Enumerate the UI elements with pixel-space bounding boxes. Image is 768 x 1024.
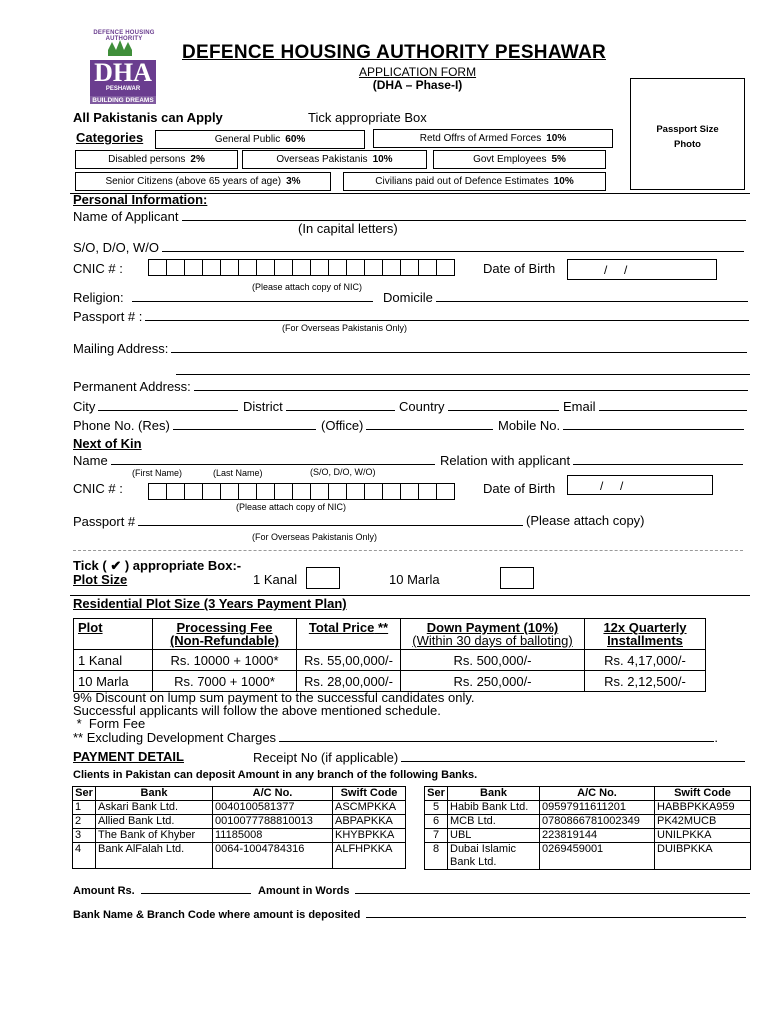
district-field[interactable]: District	[243, 398, 395, 414]
table-cell: 8	[425, 843, 448, 870]
table-cell: ABPAPKKA	[333, 815, 406, 829]
logo-arc-text: DEFENCE HOUSING AUTHORITY	[93, 30, 155, 42]
table-cell: MCB Ltd.	[448, 815, 540, 829]
table-row	[74, 671, 706, 692]
table-cell: DUIBPKKA	[655, 843, 751, 870]
plot-payment-table	[73, 618, 706, 692]
table-cell: Rs. 10000 + 1000*	[153, 650, 297, 671]
marla-option-label: 10 Marla	[389, 572, 440, 587]
bank-table-header: Ser Bank A/C No. Swift Code	[73, 787, 406, 801]
first-name-note: (First Name)	[132, 468, 182, 478]
table-row	[425, 815, 751, 829]
bank-table-header: Ser Bank A/C No. Swift Code	[425, 787, 751, 801]
dob-label: Date of Birth	[483, 261, 556, 276]
kin-relation-field[interactable]: Relation with applicant	[440, 452, 743, 468]
payment-detail-heading: PAYMENT DETAIL	[73, 749, 184, 764]
category-overseas[interactable]: Overseas Pakistanis 10%	[242, 150, 427, 169]
kin-divider	[73, 550, 743, 551]
mobile-field[interactable]: Mobile No.	[498, 417, 744, 433]
city-field[interactable]: City	[73, 398, 238, 414]
applicant-relation-field[interactable]: S/O, D/O, W/O	[73, 239, 744, 255]
table-cell: Rs. 2,12,500/-	[585, 671, 706, 692]
tick-instruction: Tick appropriate Box	[308, 110, 427, 125]
bank-table-left	[72, 786, 406, 869]
kin-passport-field[interactable]: Passport #	[73, 513, 523, 529]
kin-overseas-note: (For Overseas Pakistanis Only)	[252, 532, 378, 542]
table-cell: 1 Kanal	[74, 650, 153, 671]
last-name-note: (Last Name)	[213, 468, 263, 478]
table-cell: The Bank of Khyber	[96, 829, 213, 843]
table-cell: 7	[425, 829, 448, 843]
categories-label: Categories	[76, 130, 144, 145]
amount-words-field[interactable]: Amount in Words	[258, 881, 750, 897]
form-fee-note: * Form Fee	[73, 716, 146, 731]
fee-col-header: Processing Fee (Non-Refundable)	[153, 619, 297, 650]
table-cell: 0040100581377	[213, 801, 333, 815]
permanent-address-field[interactable]: Permanent Address:	[73, 378, 748, 394]
table-row	[73, 829, 406, 843]
category-disabled[interactable]: Disabled persons 2%	[75, 150, 238, 169]
table-row	[425, 801, 751, 815]
applicant-name-line[interactable]	[182, 208, 746, 221]
marla-checkbox[interactable]	[500, 567, 534, 589]
kanal-checkbox[interactable]	[306, 567, 340, 589]
table-cell: 1	[73, 801, 96, 815]
price-col-header: Total Price **	[297, 619, 401, 650]
table-cell: 0064-1004784316	[213, 843, 333, 869]
category-retd-officers[interactable]: Retd Offrs of Armed Forces 10%	[373, 129, 613, 148]
receipt-no-field[interactable]: Receipt No (if applicable)	[253, 749, 745, 765]
table-cell: ALFHPKKA	[333, 843, 406, 869]
inst-col-header: 12x Quarterly Installments	[585, 619, 706, 650]
table-cell: 09597911611201	[540, 801, 655, 815]
table-cell: Allied Bank Ltd.	[96, 815, 213, 829]
kanal-option-label: 1 Kanal	[253, 572, 298, 587]
table-cell: Rs. 28,00,000/-	[297, 671, 401, 692]
page-title: DEFENCE HOUSING AUTHORITY PESHAWAR	[182, 42, 607, 63]
table-cell: Rs. 250,000/-	[401, 671, 585, 692]
category-civilians-defence[interactable]: Civilians paid out of Defence Estimates 10%	[343, 172, 606, 191]
table-cell: 2	[73, 815, 96, 829]
discount-note: 9% Discount on lump sum payment to the successful candidates only.	[73, 690, 475, 705]
bank-branch-field[interactable]: Bank Name & Branch Code where amount is deposited	[73, 905, 746, 921]
kin-dob-label: Date of Birth	[483, 481, 556, 496]
email-field[interactable]: Email	[563, 398, 747, 414]
kin-name-field[interactable]: Name	[73, 452, 435, 468]
eligibility-heading: All Pakistanis can Apply	[73, 110, 223, 125]
domicile-field[interactable]: Domicile	[383, 289, 748, 305]
table-row	[425, 829, 751, 843]
table-cell: 0269459001	[540, 843, 655, 870]
phone-res-field[interactable]: Phone No. (Res)	[73, 417, 316, 433]
table-row	[73, 801, 406, 815]
mailing-address-line-2[interactable]	[176, 362, 750, 375]
down-col-header: Down Payment (10%) (Within 30 days of balloting)	[401, 619, 585, 650]
logo-slogan: BUILDING DREAMS	[92, 97, 154, 104]
clients-deposit-note: Clients in Pakistan can deposit Amount in any branch of the following Banks.	[73, 769, 478, 781]
country-field[interactable]: Country	[399, 398, 559, 414]
phone-office-field[interactable]: (Office)	[321, 417, 493, 433]
table-cell: UBL	[448, 829, 540, 843]
amount-rs-field[interactable]: Amount Rs.	[73, 881, 251, 897]
bank-table-right	[424, 786, 751, 870]
table-cell: HABBPKKA959	[655, 801, 751, 815]
nic-attach-note: (Please attach copy of NIC)	[252, 282, 363, 292]
table-cell: 11185008	[213, 829, 333, 843]
table-cell: 0780866781002349	[540, 815, 655, 829]
next-of-kin-heading: Next of Kin	[73, 436, 142, 451]
applicant-cnic-boxes[interactable]	[148, 259, 455, 276]
table-cell: KHYBPKKA	[333, 829, 406, 843]
overseas-only-note: (For Overseas Pakistanis Only)	[282, 323, 408, 333]
table-cell: Askari Bank Ltd.	[96, 801, 213, 815]
kin-passport-note: (Please attach copy)	[526, 513, 645, 528]
tick-box-label: Tick ( ✔ ) appropriate Box:-	[73, 558, 242, 573]
table-cell: PK42MUCB	[655, 815, 751, 829]
table-cell: Habib Bank Ltd.	[448, 801, 540, 815]
table-row	[425, 843, 751, 870]
table-cell: UNILPKKA	[655, 829, 751, 843]
photo-label-2: Photo	[674, 139, 701, 150]
personal-info-heading: Personal Information:	[73, 192, 208, 207]
mailing-address-field[interactable]: Mailing Address:	[73, 340, 747, 356]
table-cell: 6	[425, 815, 448, 829]
photo-label-1: Passport Size	[656, 124, 719, 135]
caps-note: (In capital letters)	[298, 221, 398, 236]
category-senior-citizens[interactable]: Senior Citizens (above 65 years of age) 3%	[75, 172, 331, 191]
dev-charges-note: ** Excluding Development Charges .	[73, 730, 718, 745]
residential-heading: Residential Plot Size (3 Years Payment Plan)	[73, 596, 347, 611]
table-cell: Dubai Islamic Bank Ltd.	[448, 843, 540, 870]
table-cell: 10 Marla	[74, 671, 153, 692]
table-cell: 3	[73, 829, 96, 843]
schedule-note: Successful applicants will follow the above mentioned schedule.	[73, 703, 441, 718]
table-row	[74, 650, 706, 671]
religion-field[interactable]: Religion:	[73, 289, 373, 305]
passport-photo-box[interactable]	[630, 78, 745, 190]
table-cell: Rs. 7000 + 1000*	[153, 671, 297, 692]
table-cell: Rs. 55,00,000/-	[297, 650, 401, 671]
applicant-dob-box[interactable]: / /	[567, 259, 717, 280]
table-cell: ASCMPKKA	[333, 801, 406, 815]
form-phase: (DHA – Phase-I)	[372, 78, 463, 92]
table-cell: 223819144	[540, 829, 655, 843]
cnic-label: CNIC # :	[73, 261, 123, 276]
table-cell: 5	[425, 801, 448, 815]
plot-col-header: Plot	[74, 619, 153, 650]
table-cell: Bank AlFalah Ltd.	[96, 843, 213, 869]
kin-nic-attach-note: (Please attach copy of NIC)	[236, 502, 347, 512]
table-cell: Rs. 500,000/-	[401, 650, 585, 671]
category-govt-employees[interactable]: Govt Employees 5%	[433, 150, 606, 169]
kin-cnic-label: CNIC # :	[73, 481, 123, 496]
category-general-public[interactable]: General Public 60%	[155, 130, 365, 149]
passport-field[interactable]: Passport # :	[73, 308, 749, 324]
kin-dob-box[interactable]: / /	[567, 475, 713, 495]
table-cell: 4	[73, 843, 96, 869]
logo-mark: DHA	[94, 58, 152, 87]
table-row	[73, 815, 406, 829]
table-row	[73, 843, 406, 869]
plot-table-header	[74, 619, 706, 650]
form-subtitle: APPLICATION FORM	[358, 65, 477, 79]
table-cell: 0010077788810013	[213, 815, 333, 829]
table-cell: Rs. 4,17,000/-	[585, 650, 706, 671]
sdw-note: (S/O, D/O, W/O)	[310, 467, 376, 477]
dha-logo	[78, 30, 170, 110]
plot-size-label: Plot Size	[73, 572, 128, 587]
logo-city: PESHAWAR	[105, 86, 141, 92]
applicant-name-field[interactable]: Name of Applicant	[73, 208, 746, 224]
kin-cnic-boxes[interactable]	[148, 483, 455, 500]
